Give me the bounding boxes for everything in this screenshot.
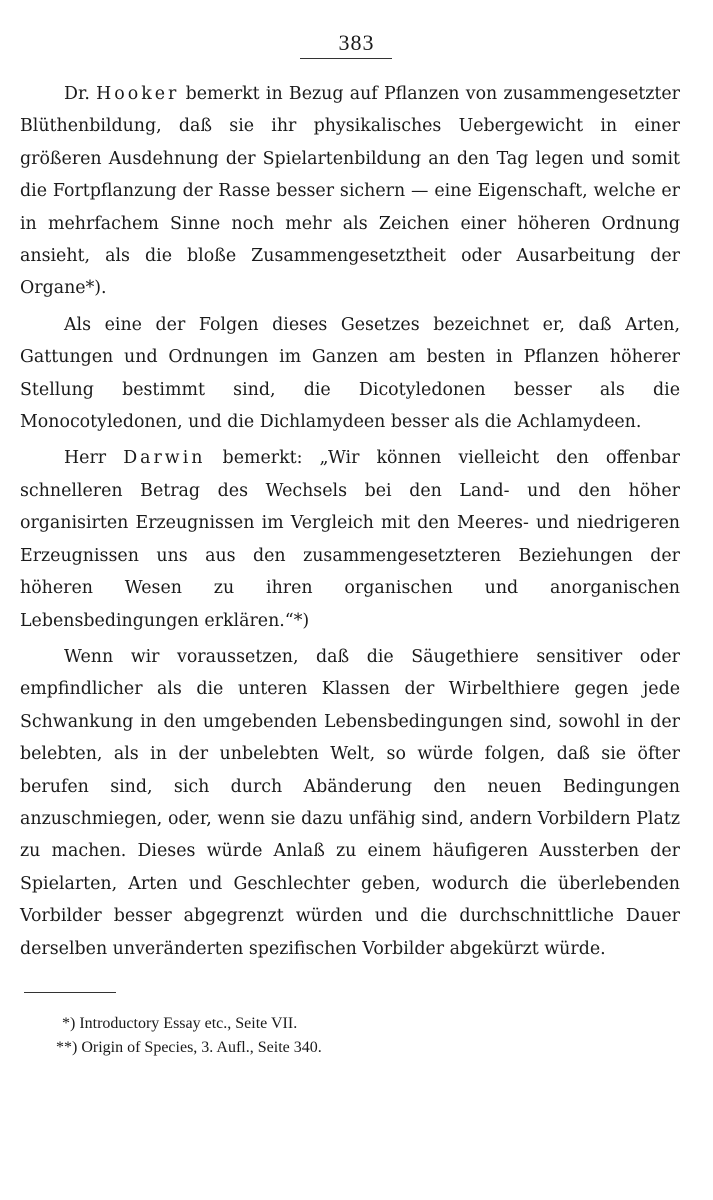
page-number-rule: [300, 58, 392, 59]
footnotes: [0, 1012, 713, 1060]
paragraph-2: [20, 309, 680, 439]
paragraph-2-text: Als eine der Folgen dieses Gesetzes bezeichnet er, daß Arten, Gattungen und Ordnungen im Ganzen am besten in Pflanzen höherer Stellung bestimmt sind, die Dicotyledonen besser als die Monocotyledonen, und die Dichlamydeen besser als die Achlamydeen.: [20, 314, 680, 433]
footnote-2: **) Origin of Species, 3. Aufl., Seite 340.: [56, 1039, 322, 1056]
author-name-hooker: Hooker: [96, 84, 180, 104]
paragraph-4: [20, 641, 680, 965]
author-name-darwin: Darwin: [123, 448, 206, 469]
paragraph-4-text: Wenn wir voraussetzen, daß die Säugethiere sensitiver oder empfindlicher als die unteren Klassen der Wirbelthiere gegen jede Schwankung in den umgebenden Lebensbedingungen sind, sowohl in der belebten, als in der unbelebten Welt, so würde folgen, daß sie öfter berufen sind, sich durch Abänderung den neuen Bedingungen anzuschmiegen, oder, wenn sie dazu unfähig sind, andern Vorbildern Platz zu machen. Dieses würde Anlaß zu einem häufigeren Aussterben der Spielarten, Arten und Geschlechter geben, wodurch die überlebenden Vorbilder besser abgegrenzt würden und die durchschnittliche Dauer derselben unveränderten spezifischen Vorbilder abgekürzt würde.: [20, 646, 680, 959]
footnote-rule: [24, 992, 116, 993]
paragraph-3: [20, 442, 680, 636]
paragraph-1-lead: Dr.: [64, 84, 97, 104]
body-text: [20, 78, 680, 969]
paragraph-1: [20, 78, 680, 305]
footnote-1: *) Introductory Essay etc., Seite VII.: [62, 1015, 298, 1032]
page-number: 383: [338, 30, 375, 55]
paragraph-3-lead: Herr: [64, 448, 124, 469]
paragraph-1-text: bemerkt in Bezug auf Pflanzen von zusammengesetzter Blüthenbildung, daß sie ihr physikalisches Uebergewicht in einer größeren Ausdehnung der Spielartenbildung an den Tag legen und somit die Fortpflanzung der Rasse besser sichern — eine Eigenschaft, welche er in mehrfachem Sinne noch mehr als Zeichen einer höheren Ordnung ansieht, als die bloße Zusammengesetztheit oder Ausarbeitung der Organe*).: [20, 84, 681, 299]
paragraph-3-text: bemerkt: „Wir können vielleicht den offenbar schnelleren Betrag des Wechsels bei den Land- und den höher organisirten Erzeugnissen im Vergleich mit den Meeres- und niedrigeren Erzeugnissen uns aus den zusammengesetzteren Beziehungen der höheren Wesen zu ihren organischen und anorganischen Lebensbedingungen erklären.“*): [20, 448, 680, 631]
